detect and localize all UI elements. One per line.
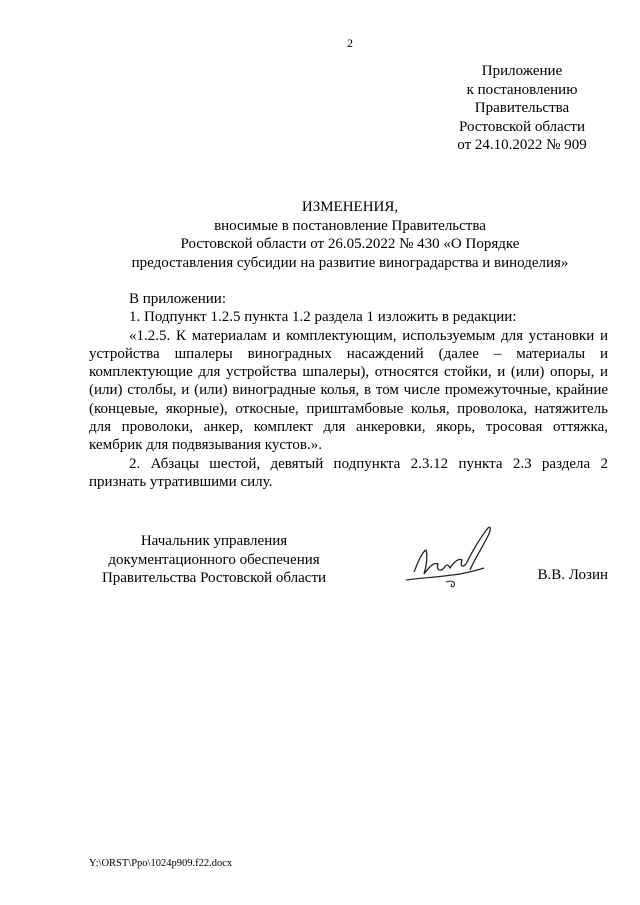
title-line: Ростовской области от 26.05.2022 № 430 «О Порядке bbox=[180, 236, 520, 252]
page-number: 2 bbox=[347, 36, 353, 50]
appendix-line: Ростовской области bbox=[459, 118, 585, 135]
title-heading: ИЗМЕНЕНИЯ, bbox=[301, 199, 399, 215]
document-title bbox=[90, 198, 610, 272]
title-line: вносимые в постановление Правительства bbox=[214, 217, 486, 234]
appendix-line: Правительства bbox=[474, 100, 570, 116]
appendix-header bbox=[448, 62, 596, 155]
position-line: Правительства Ростовской области bbox=[101, 570, 327, 586]
document-body bbox=[89, 290, 608, 491]
handwritten-signature bbox=[400, 522, 500, 592]
position-line: документационного обеспечения bbox=[108, 551, 320, 568]
quoted-amendment-paragraph: «1.2.5. К материалам и комплектующим, используемым для установки и устройства шпалеры виноградных насаждений (далее – материалы и комплектующие для устройства шпалеры), относятся стойки, и (или) опоры, и (или) столбы, и (или) виноградные колья, в том числе промежуточные, крайние (концевые, якорные), откосные, приштамбовые колья, проволока, натяжитель для проволоки, анкер, комплект для анкеровки, якорь, тросовая оттяжка, кембрик для подвязывания кустов.». bbox=[89, 327, 608, 454]
position-line: Начальник управления bbox=[140, 533, 288, 549]
signatory-position bbox=[89, 532, 339, 588]
footer-file-path: Y:\ORST\Ppo\1024p909.f22.docx bbox=[89, 858, 233, 869]
appendix-line: к постановлению bbox=[466, 81, 578, 98]
item-1-paragraph: 1. Подпункт 1.2.5 пункта 1.2 раздела 1 изложить в редакции: bbox=[129, 309, 517, 326]
appendix-line: от 24.10.2022 № 909 bbox=[457, 137, 587, 153]
title-line: предоставления субсидии на развитие виноградарства и виноделия» bbox=[131, 254, 569, 271]
signer-name: В.В. Лозин bbox=[537, 567, 608, 583]
item-2-paragraph: 2. Абзацы шестой, девятый подпункта 2.3.12 пункта 2.3 раздела 2 признать утратившими силу. bbox=[89, 455, 608, 490]
intro-paragraph: В приложении: bbox=[129, 291, 226, 307]
appendix-line: Приложение bbox=[481, 63, 563, 79]
